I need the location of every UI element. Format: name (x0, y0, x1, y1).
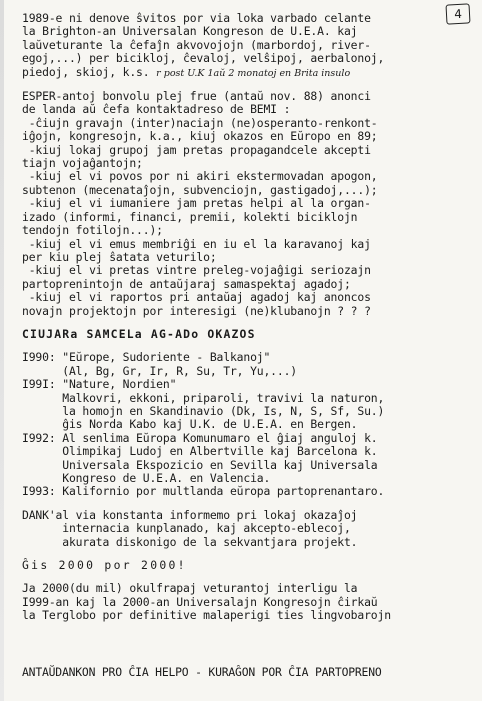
esp-line: de landa aŭ ĉefa kontaktadreso de BEMI : (22, 102, 291, 117)
esp-line: -kiuj el vi pretas vintre preleg-vojaĝigi seriozajn (22, 263, 371, 278)
page-number-box: 4 (445, 3, 470, 24)
intro-line-1: 1989-e ni denove ŝvitos por via loka varbado celante (22, 11, 371, 25)
esp-line: -kiuj el vi emus membriĝi en iu el la karavanoj kaj (22, 236, 371, 251)
year-line: ĝis Norda Kabo kaj U.K. de U.E.A. en Bergen. (22, 417, 358, 432)
year-line: la homojn en Skandinavio (Dk, Is, N, S, Sf, Su.) (22, 403, 385, 418)
esp-line: -kiuj el vi iumaniere jam pretas helpi al la organ- (22, 196, 371, 211)
year-line: Kongreso de U.E.A. en Valencia. (22, 471, 271, 485)
intro-line-5 (22, 66, 466, 80)
yearly-schedule (22, 351, 466, 498)
esp-line: -ĉiujn gravajn (inter)naciajn (ne)osperanto-renkont- (22, 115, 378, 130)
dank-line: akurata diskonigo de la sekvantjara projekt. (22, 534, 358, 549)
esp-line: tiajn vojaĝantojn; (22, 156, 143, 171)
dank-line: internacia kunplanado, kaj akcepto-eblecoj, (22, 521, 351, 536)
closing-paragraph (22, 582, 466, 622)
closing-line: Ja 2000(du mil) okulfrapaj veturantoj interligu la (22, 581, 358, 596)
left-edge-shadow (0, 0, 4, 701)
thanks-paragraph (22, 509, 466, 549)
intro-line-3: laŭveturante la ĉefaĵn akvovojojn (marbordoj, river- (22, 37, 371, 52)
dank-line: DANK'al via konstanta informemo pri lokaj okazaĵoj (22, 507, 358, 522)
esp-line: -kiuj el vi raportos pri antaŭaj agadoj kaj anoncos (22, 290, 371, 305)
intro-line-2: la Brighton-an Universalan Kongreson de U.E.A. kaj (22, 24, 358, 39)
intro-line-5-text: piedoj, skioj, k.s. (22, 64, 150, 79)
year-line: I99I: "Nature, Nordien" (22, 377, 177, 392)
esp-line: per kiu plej ŝatata veturilo; (22, 249, 217, 264)
intro-paragraph (22, 12, 466, 80)
esp-line: tendojn fotilojn...); (22, 223, 163, 238)
esp-line: subtenon (mecenataĵojn, subvenciojn, gastigadoj,...); (22, 182, 378, 197)
closing-line: I999-an kaj la 2000-an Universalajn Kongresojn ĉirkaŭ (22, 594, 378, 609)
year-line: (Al, Bg, Gr, Ir, R, Su, Tr, Yu,...) (22, 363, 298, 378)
esp-line: novajn projektojn por interesigi (ne)klubanojn ? ? ? (22, 303, 371, 318)
intro-line-4: egoj,...) per bicikloj, ĉevaloj, velŝipoj, aerbalonoj, (22, 51, 385, 66)
esp-line: ESPER-antoj bonvolu plej frue (antaŭ nov. 88) anonci (22, 89, 371, 104)
esp-line: -kiuj el vi povos por ni akiri ekstermovadan apogon, (22, 169, 378, 184)
year-line: Malkovri, ekkoni, priparoli, travivi la naturon, (22, 390, 385, 405)
year-line: Universala Ekspozicio en Sevilla kaj Universala (22, 457, 378, 472)
footer-slogan: ANTAŬDANKON PRO ĈIA HELPO - KURAĜON POR ĈIA PARTOPRENO (22, 664, 382, 679)
gis-2000-line: Ĝis 2000 por 2000! (22, 558, 187, 573)
year-line: Olimpikaj Ludoj en Albertville kaj Barcelona k. (22, 444, 378, 459)
handwritten-note: r post U.K 1aŭ 2 monatoj en Brita insulo (156, 67, 351, 79)
year-line: I993: Kalifornio por multlanda eŭropa partoprenantaro. (22, 484, 385, 499)
closing-line: la Terglobo por definitive malaperigi ties lingvobarojn (22, 608, 391, 623)
esp-line: -kiuj lokaj grupoj jam pretas propagandcele akcepti (22, 142, 371, 157)
esp-line: iĝojn, kongresojn, k.a., kiuj okazos en Eŭropo en 89; (22, 129, 378, 144)
section-heading: CIUJARa SAMCELa AG-ADo OKAZOS (22, 326, 256, 341)
year-line: I990: "Eŭrope, Sudoriente - Balkanoj" (22, 350, 271, 365)
esp-line: izado (informi, financi, premii, kolekti biciklojn (22, 209, 358, 224)
esperanto-request-paragraph (22, 90, 466, 318)
year-line: I992: Al senlima Eŭropa Komunumaro el ĝiaj anguloj k. (22, 430, 378, 445)
esp-line: partoprenintojn de antaŭjaraj samaspektaj agadoj; (22, 276, 351, 291)
